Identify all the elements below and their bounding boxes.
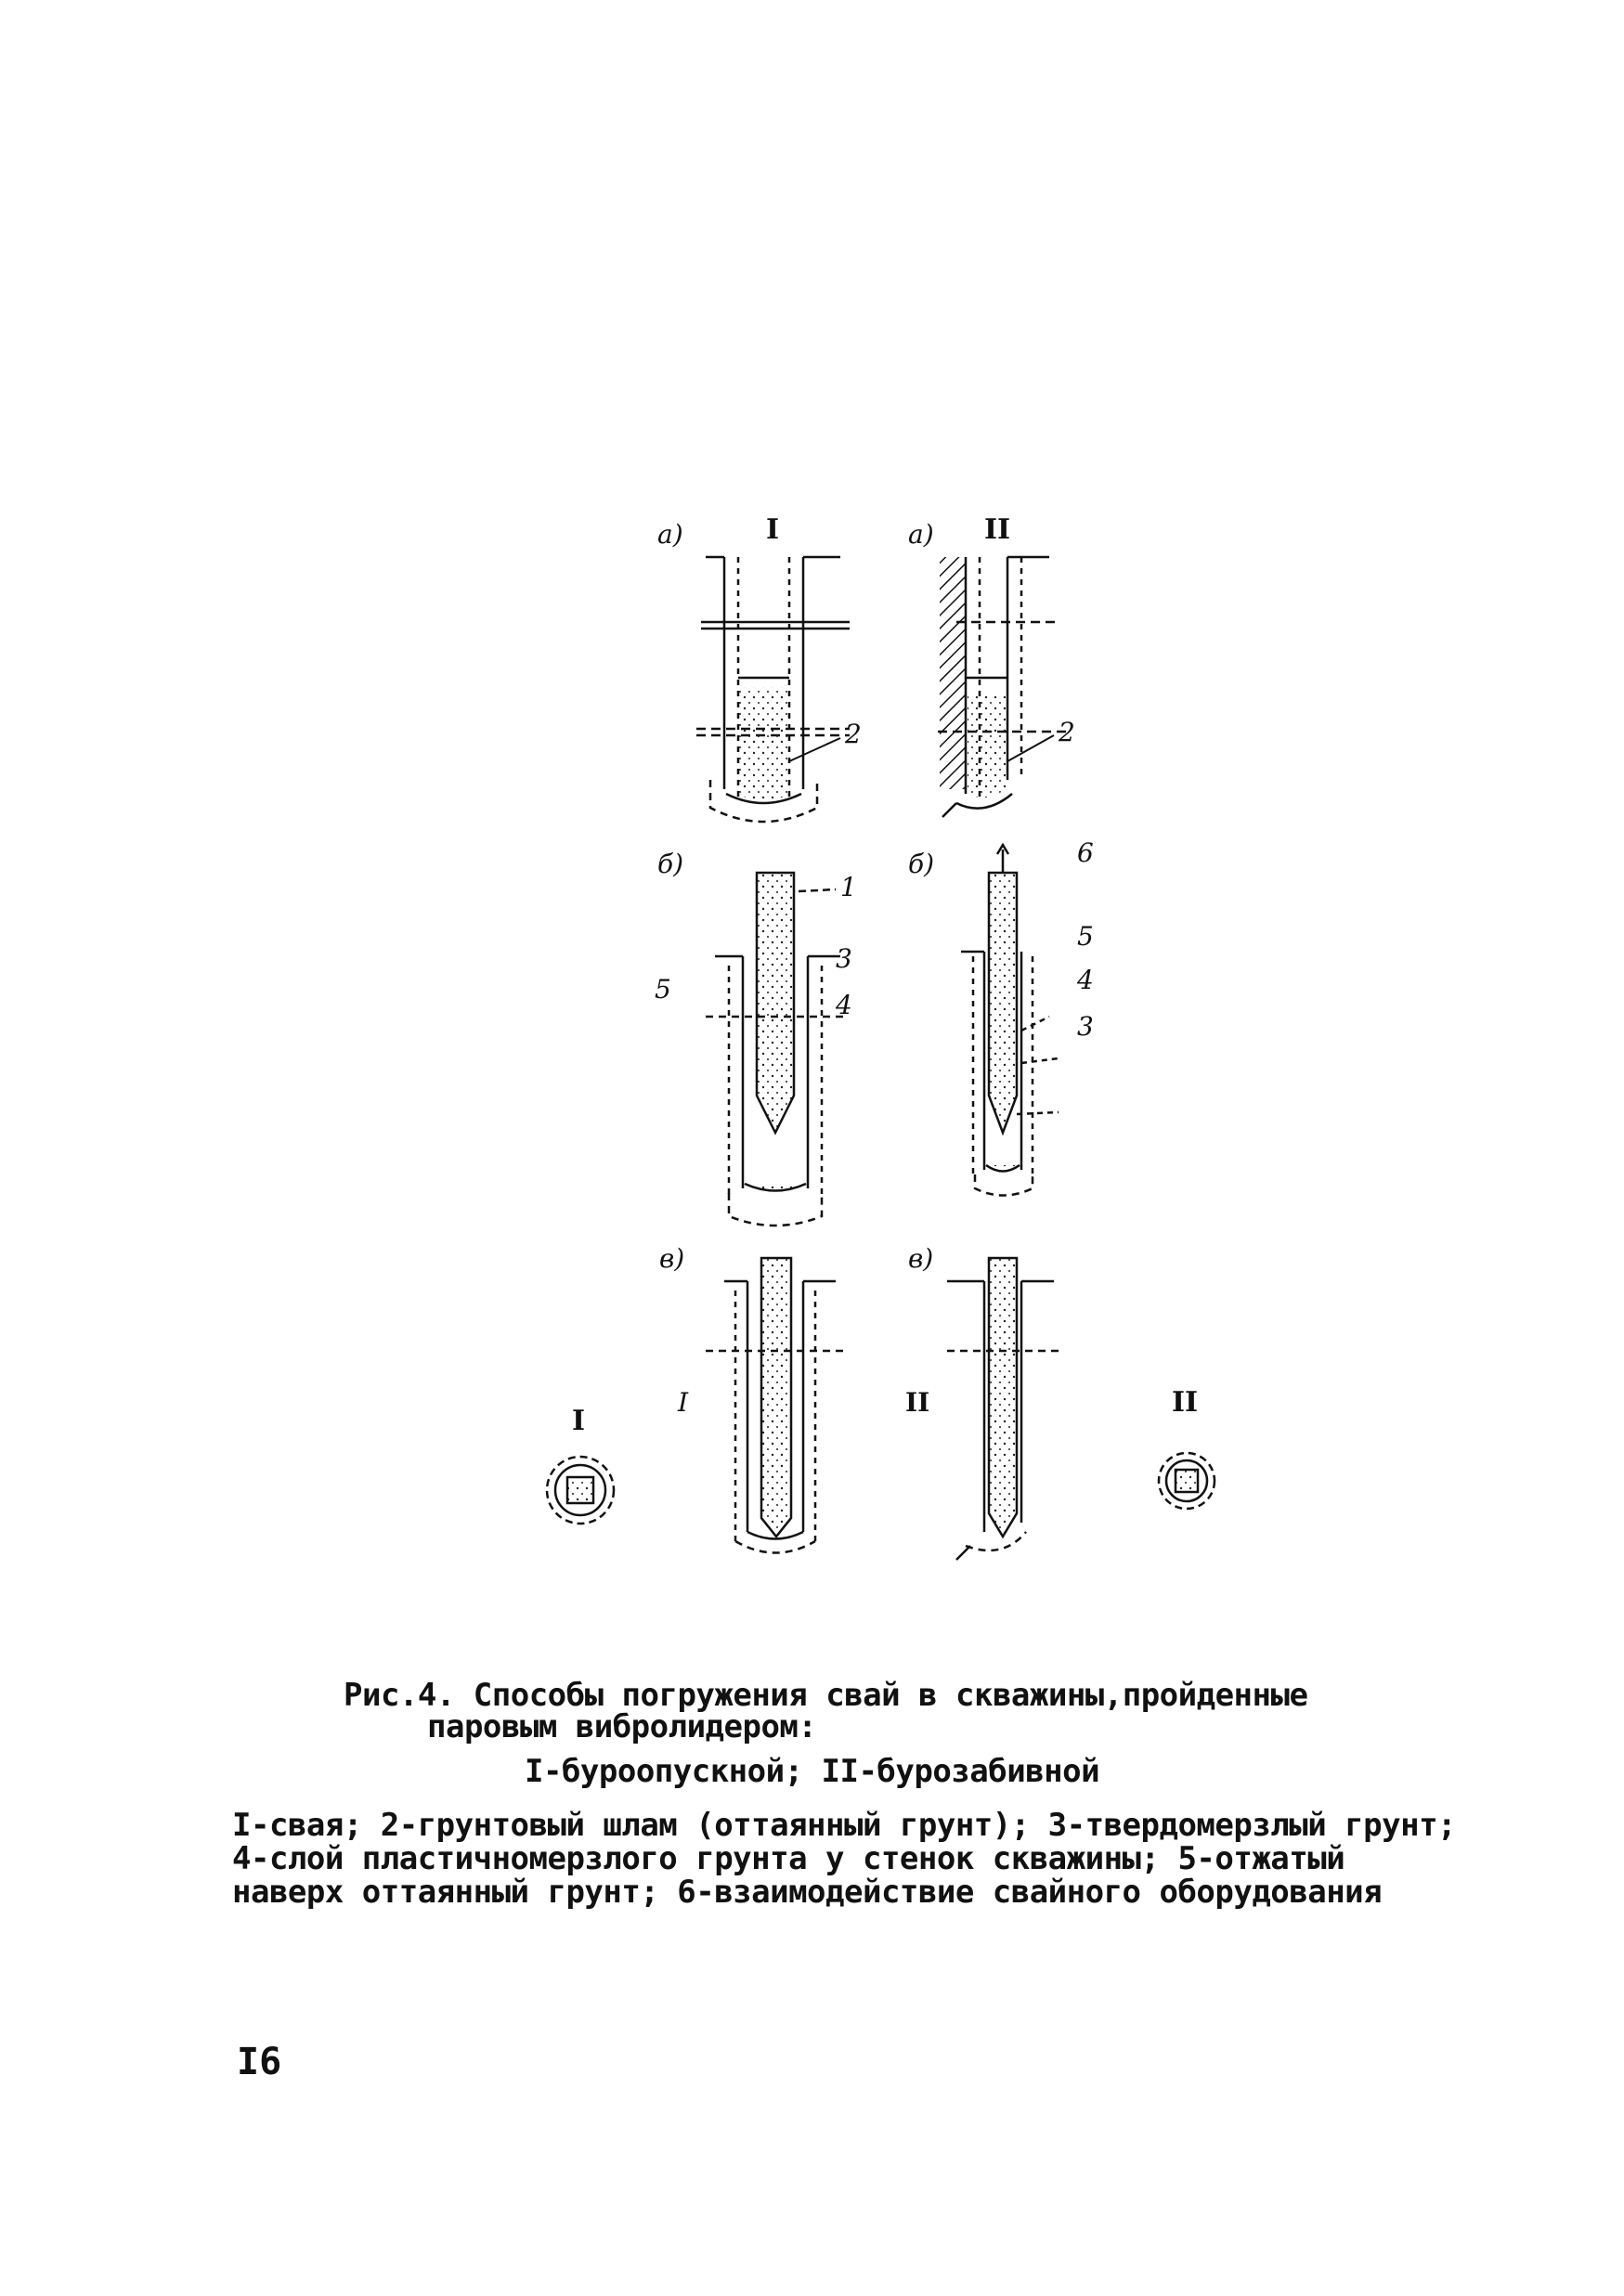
label-1: 1 (840, 872, 857, 902)
label-row-b-I: б) (657, 849, 684, 879)
diagram-b-I (706, 873, 845, 1226)
label-4-II: 4 (1077, 965, 1094, 995)
label-3-I: 3 (836, 943, 852, 974)
label-2-I: 2 (845, 719, 862, 749)
label-row-b-II: б) (908, 849, 935, 879)
cross-section-II (1159, 1453, 1215, 1509)
diagram-b-II (961, 845, 1059, 1196)
label-2-II: 2 (1059, 717, 1075, 747)
legend-line: наверх оттаянный грунт; 6-взаимодействие свайного оборудования (232, 1874, 1383, 1911)
cross-section-I (547, 1457, 614, 1524)
label-5-II: 5 (1077, 921, 1094, 952)
diagram-v-II (947, 1258, 1059, 1560)
diagram-a-II (938, 557, 1068, 817)
label-col-II: II (984, 513, 1011, 546)
caption-title: Рис.4. Способы погружения свай в скважины,пройденные (344, 1677, 1308, 1714)
label-6: 6 (1077, 837, 1094, 868)
label-row-v-II: в) (908, 1243, 934, 1274)
label-col-I: I (766, 513, 780, 546)
label-section-I: I (572, 1405, 586, 1437)
label-5-I: 5 (655, 974, 671, 1005)
label-row-a-I: а) (657, 519, 683, 550)
caption-title-continued: паровым вибролидером: (427, 1708, 817, 1745)
legend-line: 4-слой пластичномерзлого грунта у стенок скважины; 5-отжатый (232, 1840, 1345, 1877)
label-3-II: 3 (1077, 1011, 1094, 1042)
label-4-I: 4 (836, 990, 852, 1020)
label-inner-II: II (905, 1387, 930, 1418)
diagram-a-I (696, 557, 850, 822)
label-row-v-I: в) (659, 1243, 685, 1274)
label-section-II: II (1172, 1386, 1199, 1419)
figure-drawing (520, 483, 1263, 1597)
label-row-a-II: а) (908, 519, 934, 550)
legend-line: I-свая; 2-грунтовый шлам (оттаянный грунт); 3-твердомерзлый грунт; (232, 1807, 1457, 1844)
figure-4-pile-immersion (520, 483, 1263, 1597)
label-inner-I: I (678, 1387, 689, 1418)
page-number: I6 (237, 2041, 282, 2083)
diagram-v-I (706, 1258, 845, 1553)
caption-methods: I-буроопускной; II-бурозабивной (525, 1753, 1100, 1790)
caption-legend (232, 1807, 1457, 1911)
